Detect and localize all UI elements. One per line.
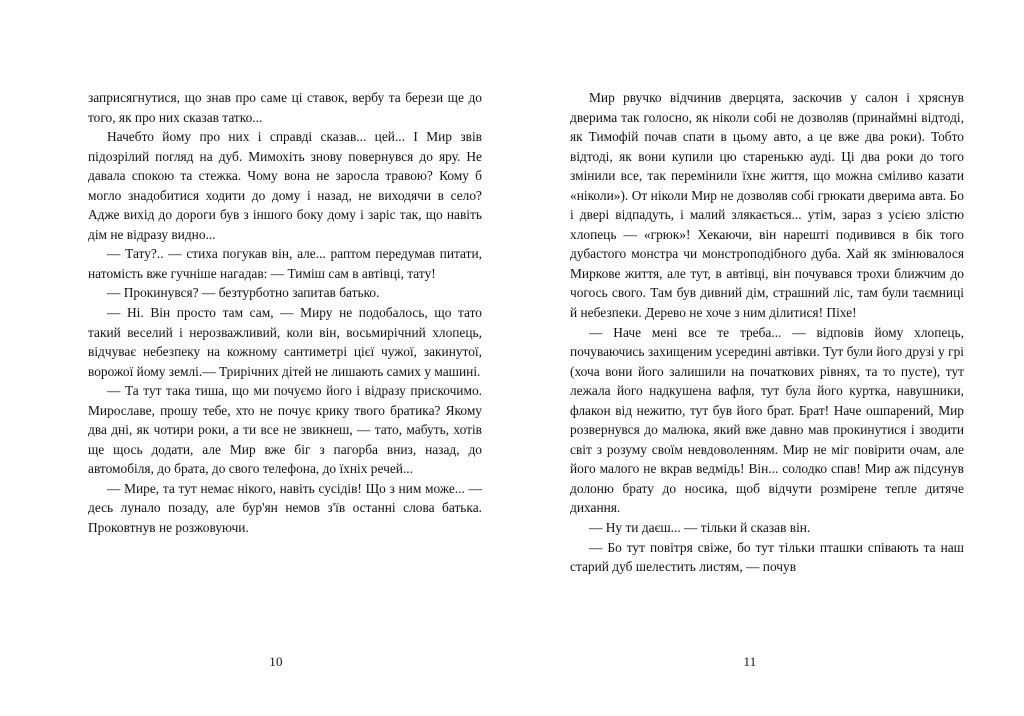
paragraph: — Тату?.. — стиха погукав він, але... раптом передумав питати, натомість вже гучніше нагадав: — Тиміш сам в автівці, тату! [88, 246, 482, 281]
paragraph: — Ну ти даєш... — тільки й сказав він. [589, 520, 811, 536]
page-number-right: 11 [743, 654, 757, 669]
paragraph: заприсягнутися, що знав про саме ці ставок, вербу та берези ще до того, як про них сказав татко... [88, 90, 482, 125]
paragraph: — Бо тут повітря свіже, бо тут тільки пташки співають та наш старий дуб шелестить листям, — почув [570, 539, 964, 575]
page-number-left: 10 [269, 654, 283, 669]
paragraph: — Наче мені все те треба... — відповів йому хлопець, почуваючись захищеним усередині автівки. Тут були його друзі у грі (хоча вони його залишили на початкових рівнях, та то пусте), тут лежала його надкушена вафля, тут була його куртка, навушники, флакон від нежитю, тут був його брат. Брат! Наче ошпарений, Мир розвернувся до малюка, який вже давно мав прокинутися і зводити світ з розуму своїм невдоволенням. Мир не міг повірити очам, але його малого не вкрав ведмідь! Він... солодко спав! Мир аж підсунув долоню брату до носика, щоб відчути розмірене тепле дитяче дихання. [570, 324, 964, 516]
paragraph: Начебто йому про них і справді сказав... цей... І Мир звів підозрілий погляд на дуб. Мимохіть знову повернувся до яру. Не давала спокою та стежка. Чому вона не заросла травою? Кому б могло знадобитися ходити до дому і назад, не виходячи в село? Адже вихід до дороги був з іншого боку дому і заріс так, що навіть дім не відразу видно... [88, 129, 482, 242]
paragraph: — Ні. Він просто там сам, — Миру не подобалось, що тато такий веселий і нерозважливий, коли він, восьмирічний хлопець, відчуває небезпеку на кожному сантиметрі цієї чужої, закинутої, ворожої йому землі.— Трирічних дітей не лишають самих у машині. [88, 305, 482, 379]
paragraph: — Мире, та тут немає нікого, навіть сусідів! Що з ним може... — десь лунало позаду, але бур'ян немов з'їв останні слова батька. Проковтнув не розжовуючи. [88, 480, 482, 536]
paragraph: — Та тут така тиша, що ми почуємо його і відразу прискочимо. Мирославе, прошу тебе, хто не почує крику твого братика? Якому два дні, як чотири роки, а ти все не звикнеш, — тато, мабуть, хотів ще щось додати, але Мир вже біг з пагорба вниз, назад, до автомобіля, до брата, до свого телефона, до їхніх речей... [88, 383, 482, 477]
paragraph: — Прокинувся? — безтурботно запитав батько. [107, 285, 380, 301]
paragraph: Мир рвучко відчинив дверцята, заскочив у салон і хряснув дверима так голосно, як ніколи собі не дозволяв (принаймні відтоді, як Тимофій почав спати в цьому авто, а це вже два роки). Тобто відтоді, як вони купили цю старенькю ауді. Ці два роки до того змінили все, так перемінили їхнє життя, що можна сміливо казати «ніколи»). От ніколи Мир не дозволяв собі грюкати дверима авта. Бо і двері відпадуть, і малий злякається... утім, зараз з усією злістю хлопець — «грюк»! Хекаючи, він нарешті подивився в бік того дубастого монстра чи монстроподібного дуба. Хай як змінювалося Миркове життя, але тут, в автівці, він почувався трохи ближчим до чогось свого. Там був дивний дім, страшний ліс, там були таємниці й небезпеки. Дерево не хоче з ним ділитися! Піхе! [570, 90, 964, 321]
page-right [512, 0, 1024, 716]
page-left-text-column [88, 88, 482, 538]
page-right-text-column [570, 88, 964, 577]
